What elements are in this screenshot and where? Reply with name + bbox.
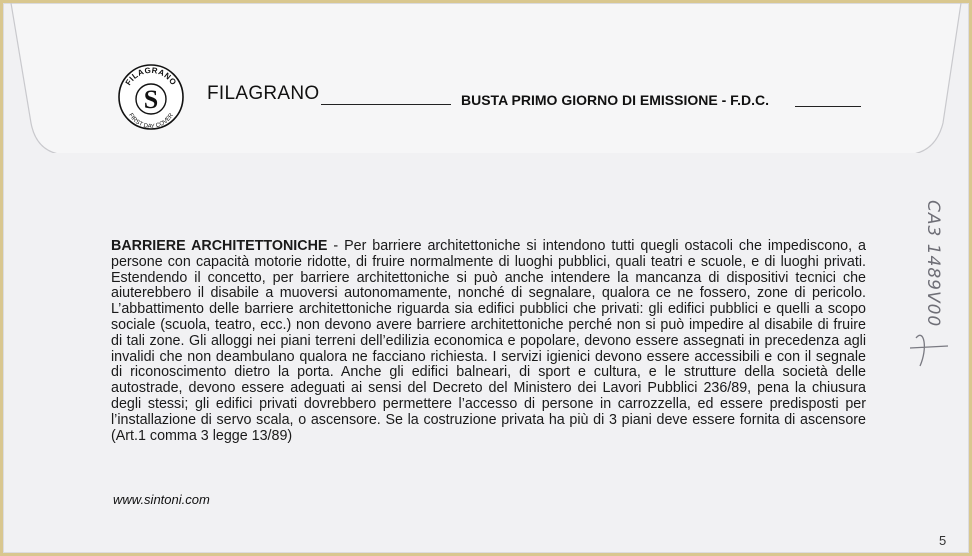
- article-separator: -: [327, 238, 345, 254]
- logo-bottom-text: FIRST DAY COVER: [127, 112, 175, 131]
- brand-name: FILAGRANO: [207, 83, 320, 104]
- handwritten-code: CA3 1489V00: [923, 200, 943, 328]
- logo-top-text: FILAGRANO: [123, 65, 179, 88]
- website-link: www.sintoni.com: [113, 492, 210, 507]
- brand-underline: [321, 104, 451, 105]
- article-body: Per barriere architettoniche si intendono tutti quegli ostacoli che impediscono, a persone con capacità motorie ridotte, di fruire normalmente di luoghi pubblici, quali teatri e scuole, e di luoghi privati. Estendendo il concetto, per barriere architettoniche si può anche intendere la mancanza di dispositivi tecnici che aiuterebbero il disabile a muoversi autonomamente, nonché di segnalare, qualora ce ne fossero, zone di pericolo. L’abbattimento delle barriere architettoniche riguarda sia edifici pubblici che privati: gli edifici pubblici e quelli a scopo sociale (scuola, teatro, ecc.) non devono avere barriere architettoniche perché non si può impedire al disabile di fruire di tali zone. Gli alloggi nei piani terreni dell’edilizia economica e popolare, devono essere assegnati in precedenza agli invalidi che non deambulano qualora ne facciano richiesta. I servizi igienici devono essere accessibili e con il segnale di riconoscimento dietro la porta. Anche gli edifici balneari, di sport e cultura, e le strutture della società delle autostrade, devono essere adeguati ai sensi del Decreto del Ministero dei Lavori Pubblici 236/89, pena la chiusura degli stessi; gli edifici privati dovrebbero permettere l’accesso di persone in carrozzella, ed essere predisposti per l’installazione di servo scala, o ascensore. Se la costruzione privata ha più di 3 piani deve essere fornita di ascensore (Art.1 comma 3 legge 13/89): [111, 238, 866, 444]
- corner-mark: 5: [939, 533, 947, 548]
- filagrano-logo-icon: [117, 63, 185, 131]
- handwritten-note: [898, 198, 972, 378]
- busta-label: BUSTA PRIMO GIORNO DI EMISSIONE - F.D.C.: [461, 92, 770, 108]
- article-text: [111, 239, 866, 444]
- busta-underline: [795, 106, 861, 107]
- article-title: BARRIERE ARCHITETTONICHE: [111, 238, 328, 254]
- logo-center-letter: S: [143, 85, 159, 114]
- envelope-back: [3, 3, 969, 553]
